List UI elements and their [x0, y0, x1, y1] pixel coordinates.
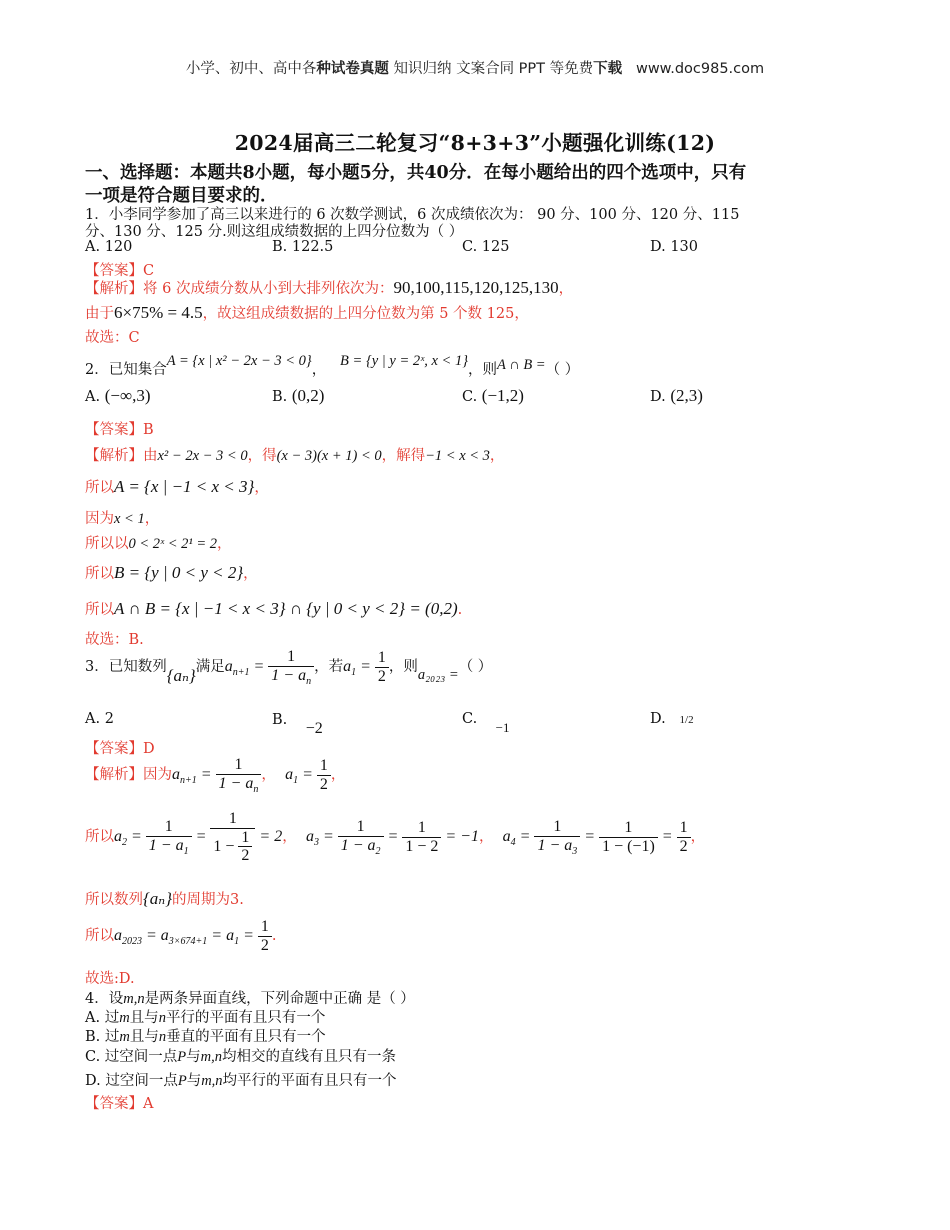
- q1-option-a: A. 120: [85, 239, 133, 255]
- math-expression: (−∞,3): [104, 386, 151, 405]
- q2-option-b: [272, 386, 324, 406]
- math-expression: x < 1: [114, 511, 145, 527]
- q2-option-a: [85, 386, 150, 406]
- q4-option-d: [85, 1069, 397, 1090]
- math-expression: A ∩ B =: [497, 357, 546, 373]
- stem-text: 4．设: [85, 991, 124, 1007]
- option-text: 均平行的平面有且只有一个: [222, 1073, 397, 1089]
- math-expression: a₂₀₂₃ =: [417, 667, 459, 684]
- header-text: 小学、初中、高中各: [185, 61, 317, 77]
- solution-text: ，: [478, 829, 494, 846]
- option-text: C. 过空间一点: [85, 1049, 178, 1065]
- math-expression: $a_2$ = $\frac{1}{1 - a_1}$ = 1 1 − $\frac{1}{2}$ = 2: [114, 810, 283, 865]
- solution-text: ，解得: [381, 448, 426, 464]
- q3-solution-line: [85, 918, 277, 954]
- solution-label: 【解析】: [85, 448, 143, 464]
- stem-text: 是两条异面直线，下列命题中正确 是（ ）: [144, 991, 415, 1007]
- solution-text: 因为: [143, 767, 172, 784]
- solution-text: .: [271, 927, 277, 944]
- solution-text: 所以: [85, 829, 114, 846]
- q2-solution-line: [85, 444, 504, 465]
- q2-option-d: [650, 386, 703, 406]
- header-text-bold: 种试卷真题: [316, 61, 389, 77]
- q4-option-b: [85, 1025, 326, 1046]
- header-url[interactable]: www.doc985.com: [635, 61, 765, 77]
- math-expression: $a_{n+1}$ = $\frac{1}{1 - a_n}$: [172, 766, 261, 783]
- solution-text: ，: [243, 566, 258, 582]
- question-1-stem: 分、130 分、125 分.则这组成绩数据的上四分位数为（ ）: [85, 224, 464, 240]
- solution-text: 所以: [85, 927, 114, 944]
- math-variable: m,n: [201, 1073, 223, 1089]
- question-2-stem: [85, 353, 580, 379]
- option-text: A. 过: [85, 1010, 120, 1026]
- stem-text: 3．已知数列: [85, 659, 167, 676]
- q2-option-c: [462, 386, 524, 406]
- option-label: A.: [85, 389, 101, 405]
- option-text: 均相交的直线有且只有一条: [222, 1049, 397, 1065]
- stem-text: ，则: [468, 362, 497, 378]
- stem-text: ，若: [314, 659, 344, 676]
- solution-text: ，: [144, 511, 160, 527]
- option-text: 平行的平面有且只有一个: [165, 1010, 326, 1026]
- math-expression: (−1,2): [481, 386, 524, 405]
- q1-option-d: D. 130: [650, 239, 699, 255]
- solution-text: ，: [330, 767, 346, 784]
- q1-solution-line: [85, 277, 573, 298]
- q3-solution-line: [85, 756, 345, 795]
- solution-text: 由于: [85, 306, 114, 322]
- q2-solution-line: [85, 476, 269, 497]
- header-text: 知识归纳 文案合同 PPT 等免费: [388, 61, 594, 77]
- math-expression: −2: [305, 720, 323, 737]
- q2-solution-line: [85, 562, 258, 583]
- math-expression: $a_1$ = $\frac{1}{2}$: [285, 766, 331, 783]
- math-expression: −1: [495, 720, 510, 735]
- q3-option-a: A. 2: [85, 711, 114, 727]
- math-expression: −1 < x < 3: [425, 448, 490, 464]
- header-text-bold: 下载: [593, 61, 623, 77]
- solution-label: 【解析】: [85, 767, 143, 784]
- page-title: 2024届高三二轮复习“8+3+3”小题强化训练(12): [234, 131, 716, 155]
- solution-text: ，: [690, 829, 706, 846]
- math-expression: m,n: [123, 991, 145, 1007]
- option-text: 与: [186, 1073, 202, 1089]
- math-expression: 90,100,115,120,125,130: [393, 278, 559, 297]
- q1-solution-line: [85, 302, 529, 323]
- site-header: [0, 57, 950, 78]
- math-expression: {aₙ}: [143, 889, 172, 908]
- math-variable: n: [158, 1029, 167, 1045]
- math-expression: B = {y | y = 2ˣ, x < 1}: [340, 353, 468, 369]
- solution-label: 【解析】: [85, 281, 143, 297]
- option-label: B.: [272, 712, 288, 728]
- q3-solution-line: [85, 888, 244, 909]
- math-expression: x² − 2x − 3 < 0: [157, 448, 248, 464]
- math-variable: P: [177, 1073, 187, 1089]
- option-label: C.: [462, 711, 478, 727]
- stem-text: 满足: [195, 659, 225, 676]
- q1-option-b: B. 122.5: [272, 239, 334, 255]
- q3-solution-line: [85, 810, 705, 865]
- q4-option-c: [85, 1045, 396, 1066]
- math-expression: $a_{2023} = a_{3\times 674+1} = a_1$ = $\frac{1}{2}$: [114, 927, 272, 944]
- math-expression: (2,3): [670, 386, 703, 405]
- math-expression: 6×75% = 4.5: [114, 303, 203, 322]
- option-label: B.: [272, 389, 288, 405]
- stem-text: （ ）: [458, 659, 493, 676]
- q2-solution-line: [85, 532, 232, 553]
- math-expression: $a_4$ = $\frac{1}{1 - a_3}$ = $\frac{1}{1 - (-1)}$ = $\frac{1}{2}$: [503, 828, 691, 845]
- q3-option-c: [462, 711, 510, 735]
- option-text: 且与: [129, 1029, 159, 1045]
- option-text: 且与: [129, 1010, 159, 1026]
- q2-answer: 【答案】B: [85, 422, 154, 438]
- math-expression: (x − 3)(x + 1) < 0: [276, 448, 382, 464]
- section-heading: 一项是符合题目要求的．: [85, 186, 278, 206]
- q1-answer: 【答案】C: [85, 263, 155, 279]
- option-text: B. 过: [85, 1029, 120, 1045]
- math-expression: {aₙ}: [166, 666, 196, 686]
- q1-solution-line: 故选：C: [85, 330, 140, 346]
- math-variable: n: [158, 1010, 166, 1026]
- stem-text: ，则: [388, 659, 418, 676]
- q2-solution-line: [85, 507, 159, 528]
- option-text: 垂直的平面有且只有一个: [166, 1029, 326, 1045]
- option-text: D. 过空间一点: [85, 1073, 178, 1089]
- q2-solution-line: 故选：B.: [85, 632, 144, 648]
- question-4-stem: [85, 987, 415, 1008]
- math-expression: 1/2: [679, 714, 694, 726]
- option-text: 与: [186, 1049, 201, 1065]
- math-expression: A = {x | −1 < x < 3}: [114, 477, 255, 496]
- math-variable: m,n: [200, 1049, 223, 1065]
- solution-text: ，: [254, 480, 269, 496]
- solution-text: ，得: [247, 448, 277, 464]
- solution-text: 所以数列: [85, 892, 143, 908]
- question-3-stem: [85, 648, 492, 687]
- option-label: C.: [462, 389, 478, 405]
- solution-text: 因为: [85, 511, 114, 527]
- math-expression: (0,2): [291, 386, 325, 405]
- stem-text: ，: [311, 362, 327, 378]
- q4-option-a: [85, 1006, 325, 1027]
- q2-solution-line: [85, 598, 462, 619]
- q3-answer: 【答案】D: [85, 741, 155, 757]
- math-expression: A = {x | x² − 2x − 3 < 0}: [166, 353, 312, 369]
- option-label: D.: [650, 711, 666, 727]
- math-expression: $a_3$ = $\frac{1}{1 - a_2}$ = $\frac{1}{1 - 2}$ = −1: [305, 818, 479, 857]
- math-variable: P: [177, 1049, 187, 1065]
- solution-text: 的周期为3.: [172, 892, 244, 908]
- q3-solution-line: 故选:D.: [85, 971, 135, 987]
- solution-text: 所以: [85, 602, 114, 618]
- solution-text: ，: [282, 829, 297, 846]
- math-expression: $a_1$ = $\frac{1}{2}$: [343, 658, 389, 675]
- math-expression: A ∩ B = {x | −1 < x < 3} ∩ {y | 0 < y < 2} = (0,2): [114, 599, 458, 618]
- stem-text: 2．已知集合: [85, 362, 167, 378]
- math-expression: $a_{n+1}$ = $\frac{1}{1 - a_n}$: [225, 658, 314, 675]
- solution-text: 由: [143, 448, 158, 464]
- section-heading: 一、选择题：本题共8小题，每小题5分，共40分．在每小题给出的四个选项中，只有: [85, 163, 747, 183]
- solution-text: ，故这组成绩数据的上四分位数为第 5 个数 125，: [202, 306, 529, 322]
- solution-text: 所以: [85, 566, 114, 582]
- solution-text: .: [457, 602, 463, 618]
- q4-answer: 【答案】A: [85, 1096, 154, 1112]
- solution-text: 所以以: [85, 536, 129, 552]
- solution-text: ，: [558, 281, 574, 297]
- q3-option-b: [272, 711, 323, 737]
- solution-text: ，: [217, 536, 232, 552]
- solution-text: 将 6 次成绩分数从小到大排列依次为：: [143, 281, 394, 297]
- option-label: D.: [650, 389, 666, 405]
- math-expression: B = {y | 0 < y < 2}: [114, 563, 244, 582]
- solution-text: ，: [261, 767, 276, 784]
- solution-text: 所以: [85, 480, 114, 496]
- math-variable: m: [119, 1010, 130, 1026]
- solution-text: ，: [489, 448, 505, 464]
- q3-option-d: [650, 711, 694, 727]
- q1-option-c: C. 125: [462, 239, 510, 255]
- math-variable: m: [119, 1029, 130, 1045]
- stem-text: （ ）: [545, 362, 580, 378]
- question-1-stem: 1．小李同学参加了高三以来进行的 6 次数学测试，6 次成绩依次为： 90 分、100 分、120 分、115: [85, 207, 740, 223]
- math-expression: 0 < 2ˣ < 2¹ = 2: [128, 536, 218, 552]
